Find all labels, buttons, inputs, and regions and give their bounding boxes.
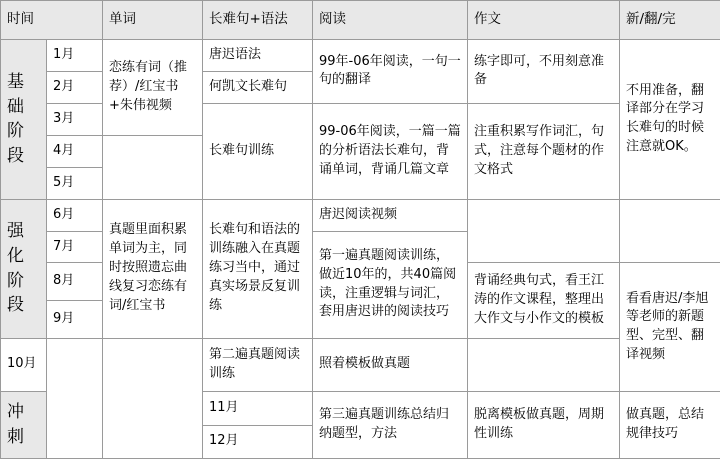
cell-write-2: 注重积累写作词汇，句式，注意每个题材的作文格式 [468, 103, 620, 199]
cell-write-3: 背诵经典句式，看王江涛的作文课程，整理出大作文与小作文的模板 [468, 263, 620, 338]
cell-grammar-2: 何凯文长难句 [203, 71, 313, 103]
cell-misc-1: 不用准备，翻译部分在学习长难句的时候注意就OK。 [620, 40, 720, 200]
header-misc: 新/翻/完 [620, 1, 720, 40]
cell-write-5: 脱离模板做真题，周期性训练 [468, 392, 620, 459]
stage-sprint: 冲刺 [1, 392, 47, 459]
month-8: 8月 [47, 263, 103, 301]
stage-strength: 强化阶段 [1, 199, 47, 338]
table-row [1, 199, 720, 231]
month-10: 10月 [1, 338, 47, 392]
month-7: 7月 [47, 231, 103, 263]
month-5: 5月 [47, 167, 103, 199]
cell-word-strength: 真题里面积累单词为主，同时按照遗忘曲线复习恋练有词/红宝书 [103, 199, 203, 338]
cell-write-4: 照着模板做真题 [313, 338, 468, 392]
cell-word-basic: 恋练有词（推荐）/红宝书+朱伟视频 [103, 40, 203, 136]
header-grammar: 长难句+语法 [203, 1, 313, 40]
header-time: 时间 [1, 1, 103, 40]
cell-grammar-1: 唐迟语法 [203, 40, 313, 72]
cell-misc-3: 做真题，总结规律技巧 [620, 392, 720, 459]
cell-read-6: 第三遍真题训练总结归纳题型，方法 [313, 392, 468, 459]
cell-grammar-3: 长难句训练 [203, 103, 313, 199]
cell-word-basic-blank [103, 135, 203, 199]
month-4: 4月 [47, 135, 103, 167]
month-11: 11月 [203, 392, 313, 425]
month-3: 3月 [47, 103, 103, 135]
header-word: 单词 [103, 1, 203, 40]
month-2: 2月 [47, 71, 103, 103]
month-1: 1月 [47, 40, 103, 72]
header-reading: 阅读 [313, 1, 468, 40]
cell-grammar-sprint-blank [103, 338, 203, 458]
header-writing: 作文 [468, 1, 620, 40]
cell-read-3: 唐迟阅读视频 [313, 199, 468, 231]
cell-misc-blank [620, 199, 720, 263]
table-header-row [1, 1, 720, 40]
month-12: 12月 [203, 425, 313, 458]
cell-write-blank [468, 199, 620, 263]
cell-read-2: 99-06年阅读，一篇一篇的分析语法长难句，背诵单词，背诵几篇文章 [313, 103, 468, 199]
cell-misc-2: 看看唐迟/李旭等老师的新题型、完型、翻译视频 [620, 263, 720, 392]
month-9: 9月 [47, 301, 103, 339]
table-row [1, 338, 720, 392]
stage-basic: 基础阶段 [1, 40, 47, 200]
cell-write-1: 练字即可，不用刻意准备 [468, 40, 620, 104]
cell-read-5: 第二遍真题阅读训练 [203, 338, 313, 392]
cell-read-1: 99年-06年阅读，一句一句的翻译 [313, 40, 468, 104]
cell-word-sprint-blank [47, 338, 103, 458]
cell-read-4: 第一遍真题阅读训练，做近10年的，共40篇阅读，注重逻辑与词汇，套用唐迟讲的阅读技巧 [313, 231, 468, 338]
month-6: 6月 [47, 199, 103, 231]
cell-grammar-strength: 长难句和语法的训练融入在真题练习当中，通过真实场景反复训练 [203, 199, 313, 338]
table-row [1, 40, 720, 72]
